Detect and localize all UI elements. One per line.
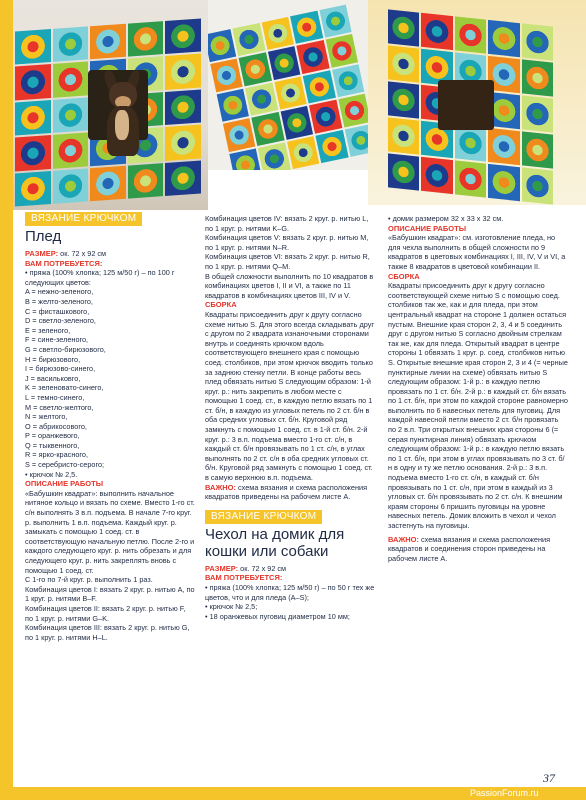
granny-square (15, 171, 51, 207)
granny-square (165, 89, 201, 125)
color-combinations-1 (25, 585, 195, 643)
granny-square (53, 26, 89, 62)
granny-square (245, 82, 278, 115)
granny-square (287, 136, 320, 169)
granny-square (268, 47, 301, 80)
hook-line: • крючок № 2,5. (25, 469, 78, 479)
granny-square (421, 157, 452, 194)
granny-square (303, 70, 336, 103)
work-description-label: ОПИСАНИЕ РАБОТЫ (25, 479, 104, 489)
granny-square (297, 40, 330, 73)
yarn-color-item: J = васильковго, (25, 373, 81, 383)
granny-square (239, 53, 272, 86)
granny-square (488, 164, 519, 201)
granny-square (15, 135, 51, 171)
color-combination: Комбинация цветов I: вязать 2 круг. р. нитью A, по 1 круг. р. нитями B–F. (25, 584, 195, 604)
granny-square (388, 9, 419, 46)
column-2 (205, 214, 375, 621)
photo-dog-house (13, 0, 208, 210)
size-label: РАЗМЕР: (25, 249, 59, 258)
granny-square (252, 112, 285, 145)
watermark: PassionForum.ru (470, 788, 539, 798)
granny-square (15, 100, 51, 136)
yarn-color-item: E = зеленого, (25, 325, 71, 335)
granny-square (217, 88, 250, 121)
page-number: 37 (543, 771, 555, 785)
granny-square (128, 21, 164, 57)
granny-square (338, 94, 368, 127)
granny-square (316, 130, 349, 163)
materials-list-2 (205, 583, 375, 621)
yarn-color-item: Q = тыквенного, (25, 440, 80, 450)
yarn-color-item: N = желтого, (25, 412, 68, 422)
quilt-blanket (208, 5, 368, 170)
section-label-crochet: ВЯЗАНИЕ КРЮЧКОМ (25, 212, 142, 226)
granny-square (223, 118, 256, 151)
material-item: • 18 оранжевых пуговиц диаметром 10 мм; (205, 611, 350, 621)
size-value-2: ок. 72 х 92 см (238, 563, 287, 573)
granny-square (290, 11, 323, 44)
yarn-color-item: H = бирюзового, (25, 354, 81, 364)
yarn-color-item: K = зеленовато-синего, (25, 383, 104, 393)
granny-square (522, 23, 553, 60)
granny-square (522, 167, 553, 204)
column-3 (388, 214, 568, 563)
granny-square (258, 142, 291, 170)
color-combination: Комбинация цветов VI: вязать 2 круг. р. нитью R, по 1 круг. р. нитями Q–M. (205, 252, 370, 271)
granny-square (332, 64, 365, 97)
granny-square (455, 160, 486, 197)
size-value: ок. 72 х 92 см (58, 249, 107, 258)
photo-blanket (208, 0, 368, 170)
granny-square (53, 97, 89, 133)
yarn-color-item: A = нежно-зеленого, (25, 287, 94, 297)
granny-square (325, 34, 358, 67)
yarn-color-list (25, 287, 195, 469)
assembly-text-2: Квадраты присоединить друг к другу согласно соответствующей схеме нитью S с помощью соед. столбиков так же, как и для пледа, при этом центральный квадрат на стороне 1 должен остаться пустым. Внешние края сторон 2, 3, 4 и 5 соединить друг с другом нитью S согласно двойным стрелкам так же, как для пледа. Открытый квадрат в центре стороны 1 обвязать 1 круг. р. соед. столбиков нитью S. Открытые внешние края сторон 2, 3 и 4 (= черные пунктирные линии на схеме) обвязать нитью S следующим образом: 1-й р.: в каждую петлю провязать по 1 ст. б/н. 2-й р.: в каждый ст. б/н вязать по 1 ст. б/н, при этом по каждой стороне равномерно выполнить по 6 навесных петель для пуговиц. Для каждой навесной петли вместо 2 ст. б/н провязать по 2 в.п. Три открытых внешних края стороны 6 (= серая пунктирная линия) обвязать крючком следующим образом: 1-й р.: в каждую петлю вязать по 1 ст. б/н, при этом в углах провязывать по 3 ст. б/н в одну и ту же петлю основания. 2-й р.: 3 в.п. подъема вместо 1-го ст. с/н, в каждый ст. б/н провязывать по 1 ст. с/н, при этом в каждый из 3 угловых ст. б/н провязывать по 2 ст. с/н. К внешним краям стороны 6 пришить пуговицы на уровне навесных петель. Домик вложить в чехол и чехол застегнуть на пуговицы. (388, 281, 568, 530)
material-item: • крючок № 2,5; (205, 602, 258, 612)
column-1 (25, 212, 195, 642)
assembly-label: СБОРКА (205, 300, 237, 310)
important-text: схема вязания и схема расположения квадратов приведены на рабочем листе A. (205, 482, 368, 502)
yarn-color-item: R = ярко-красного, (25, 450, 88, 460)
granny-square (280, 106, 313, 139)
yarn-color-item: P = оранжевого, (25, 431, 80, 441)
granny-square (262, 17, 295, 50)
yarn-color-item: I = бирюзово-синего, (25, 364, 96, 374)
yarn-color-item: M = светло-желтого, (25, 402, 94, 412)
color-combination: Комбинация цветов III: вязать 2 круг. р. нитью G, по 1 круг. р. нитями H–L. (25, 623, 190, 642)
yarn-color-item: F = сине-зеленого, (25, 335, 89, 345)
article-title-blanket: Плед (25, 228, 62, 245)
granny-square (455, 16, 486, 53)
rapport-line: С 1-го по 7-й круг. р. выполнить 1 раз. (25, 575, 153, 585)
article-title-cover: Чехол на домик для кошки или собаки (205, 525, 345, 560)
granny-square (388, 153, 419, 190)
material-item: • пряжа (100% хлопка; 125 м/50 г) – по 50 г тех же цветов, что и для пледа (A–S); (205, 583, 375, 602)
article-2-header (205, 510, 375, 560)
important-label: ВАЖНО: (205, 482, 236, 492)
granny-square (165, 125, 201, 161)
granny-square (210, 59, 243, 92)
left-accent-bar (0, 0, 13, 800)
granny-square (388, 45, 419, 82)
granny-square (522, 95, 553, 132)
color-combination: Комбинация цветов II: вязать 2 круг. р. нитью F, по 1 круг. р. нитями G–K. (25, 603, 186, 623)
granny-square (165, 54, 201, 90)
dog-figure (101, 70, 145, 170)
granny-square (488, 128, 519, 165)
yarn-color-item: D = светло-зеленого, (25, 316, 96, 326)
materials-label: ВАМ ПОТРЕБУЕТСЯ: (25, 258, 103, 268)
granny-square (522, 59, 553, 96)
yarn-color-item: O = абрикосового, (25, 421, 87, 431)
work-description-label-2: ОПИСАНИЕ РАБОТЫ (388, 223, 467, 233)
granny-square (15, 64, 51, 100)
granny-square (53, 168, 89, 204)
yarn-color-item: S = серебристо-серого; (25, 460, 105, 470)
color-combinations-2 (205, 214, 375, 272)
photo-cube-house (368, 0, 586, 205)
granny-square (53, 133, 89, 169)
total-squares-text: В общей сложности выполнить по 10 квадратов в комбинациях цветов I, II и VI, а также по 11 квадратов в комбинациях цветов III, IV и V. (205, 271, 374, 300)
assembly-text: Квадраты присоединить друг к другу согласно схеме нитью S. Для этого всегда складывать друг с другом по 2 квадрата изнаночными сторонами внутрь и соединять крючком вдоль соответствующего внешнего края с помощью соед. столбиков, при этом крючок вводить только за заднюю стенку петли. В конце работы весь плед обвязать нитью S следующим образом: 1-й круг. р.: нить закрепить в любом месте с помощью 1 соед. ст., в каждую петлю вязать по 1 ст. б/н, в каждую из угловых петель по 2 ст. б/н в оба средних угловых ст. б/н. Круговой ряд замкнуть с помощью 1 соед. ст. в 1-й ст. б/н. 2-й круг. р.: 3 в.п. подъема вместо 1-го ст. с/н, в каждый ст. б/н провязывать по 1 ст. с/н, в углах выполнять по 2 ст. с/н в оба средних угловых ст. б/н. Круговой ряд замкнуть с помощью 1 соед. ст. в самую верхнюю в.п. подъема. (205, 309, 375, 483)
granny-square (388, 117, 419, 154)
yarn-color-item: B = желто-зеленого, (25, 296, 93, 306)
cube-opening (438, 80, 494, 130)
work-description-text-2: «Бабушкин квадрат»: см. изготовление пледа, но для чехла выполнить в общей сложности по 9 квадратов в цветовых комбинациях I, III, IV, V и VI, а также 8 квадратов в цветовой комбинации II. (388, 233, 566, 271)
granny-square (208, 29, 237, 62)
granny-square (53, 62, 89, 98)
yarn-line: • пряжа (100% хлопка; 125 м/50 г) – по 100 г следующих цветов: (25, 268, 175, 287)
granny-square (233, 23, 266, 56)
yarn-color-item: L = темно-синего, (25, 392, 85, 402)
yarn-color-item: G = светло-бирюзового, (25, 344, 106, 354)
assembly-label-2: СБОРКА (388, 271, 420, 281)
important-label-2: ВАЖНО: (388, 534, 419, 544)
granny-square (15, 29, 51, 65)
granny-square (165, 18, 201, 54)
section-label-crochet-2: ВЯЗАНИЕ КРЮЧКОМ (205, 510, 322, 524)
granny-square (522, 131, 553, 168)
granny-square (90, 165, 126, 201)
important-text-2: схема вязания и схема расположения квадратов и соединения сторон приведены на рабочем листе A. (388, 534, 551, 563)
house-item: • домик размером 32 х 33 х 32 см. (388, 214, 504, 223)
granny-square (309, 100, 342, 133)
granny-square (90, 24, 126, 60)
granny-square (274, 76, 307, 109)
granny-square (229, 148, 262, 170)
color-combination: Комбинация цветов IV: вязать 2 круг. р. нитью L, по 1 круг. р. нитями K–G. (205, 214, 369, 233)
color-combination: Комбинация цветов V: вязать 2 круг. р. нитью M, по 1 круг. р. нитями N–R. (205, 233, 369, 252)
granny-square (165, 160, 201, 196)
granny-square (388, 81, 419, 118)
size-label-2: РАЗМЕР: (205, 563, 239, 573)
yarn-color-item: C = фисташкового, (25, 306, 90, 316)
work-description-text: «Бабушкин квадрат»: выполнить начальное нитяное кольцо и вязать по схеме. Вместо 1-го ст. с/н выполнять 3 в.п. подъема. В начале 7-го круг. р. выполнить 1 в.п. подъема. Каждый круг. р. замыкать с помощью 1 соед. ст. в соответствующую начальную петлю. После 2-го и каждого следующего круг. р. нить обрезать и для следующего круг. р. нить закреплять вновь с помощью 1 соед. ст. (25, 488, 195, 575)
granny-square (344, 124, 368, 157)
granny-square (421, 13, 452, 50)
materials-label-2: ВАМ ПОТРЕБУЕТСЯ: (205, 573, 283, 583)
granny-square (488, 20, 519, 57)
granny-square (319, 5, 352, 38)
